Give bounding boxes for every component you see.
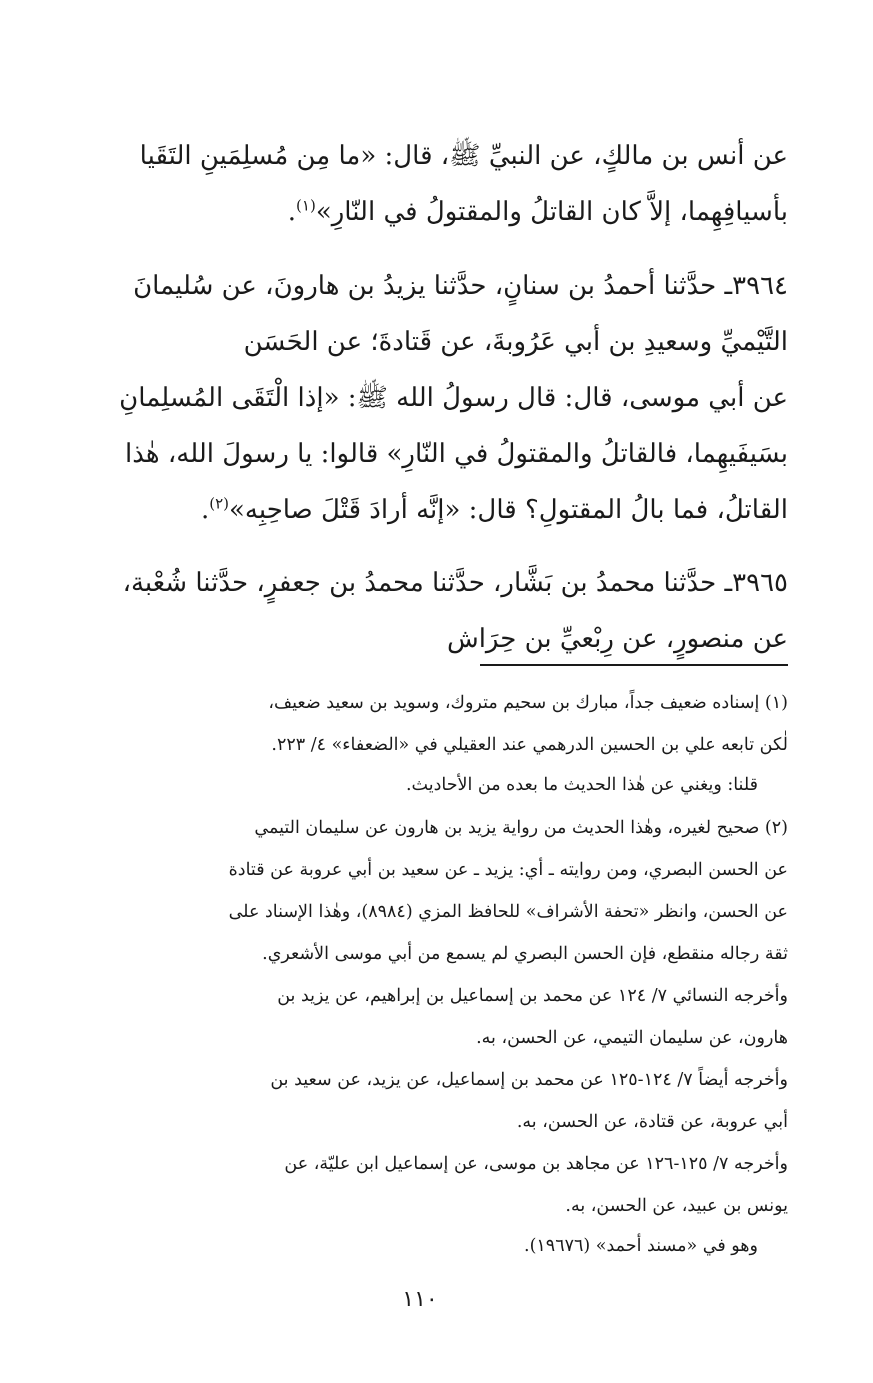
footnote-line: قلنا: ويغني عن هٰذا الحديث ما بعده من الأحاديث. <box>405 775 758 795</box>
hadith-isnad-3964 <box>70 258 788 370</box>
text-line: عن أنس بن مالكٍ، عن النبيِّ ﷺ، قال: «ما مِن مُسلِمَينِ التَقَيا <box>139 141 788 171</box>
footnote-line: عن الحسن، وانظر «تحفة الأشراف» للحافظ المزي (٨٩٨٤)، وهٰذا الإسناد على <box>228 902 788 922</box>
footnote-line: ثقة رجاله منقطع، فإن الحسن البصري لم يسمع من أبي موسى الأشعري. <box>262 944 788 964</box>
footnote-ref: (١) <box>296 196 316 215</box>
footnote-line: وهو في «مسند أحمد» (١٩٦٧٦). <box>524 1236 758 1256</box>
footnote-ref: (٢) <box>209 494 229 513</box>
text-line: عن أبي موسى، قال: قال رسولُ الله ﷺ: «إذا الْتَقَى المُسلِمانِ <box>119 383 788 413</box>
text-span: بأسيافِهِما، إلاَّ كان القاتلُ والمقتولُ في النّارِ» <box>315 197 788 227</box>
text-line: ٣٩٦٥ـ حدَّثنا محمدُ بن بَشَّار، حدَّثنا محمدُ بن جعفرٍ، حدَّثنا شُعْبة، <box>122 568 788 598</box>
footnote-line: وأخرجه أيضاً ٧/ ١٢٤-١٢٥ عن محمد بن إسماعيل، عن يزيد، عن سعيد بن <box>270 1070 788 1090</box>
footnote-line: وأخرجه ٧/ ١٢٥-١٢٦ عن مجاهد بن موسى، عن إسماعيل ابن عليّة، عن <box>284 1154 788 1174</box>
footnote-line: (١) إسناده ضعيف جداً، مبارك بن سحيم متروك، وسويد بن سعيد ضعيف، <box>268 693 788 713</box>
footnote-line: لٰكن تابعه علي بن الحسين الدرهمي عند العقيلي في «الضعفاء» ٤/ ٢٢٣. <box>271 735 788 755</box>
text-span: القاتلُ، فما بالُ المقتولِ؟ قال: «إنَّه أرادَ قَتْلَ صاحِبِه» <box>229 495 788 525</box>
text-line: التَّيْميِّ وسعيدِ بن أبي عَرُوبةَ، عن قَتادةَ؛ عن الحَسَن <box>243 327 788 357</box>
text-line: عن منصورٍ، عن رِبْعيِّ بن حِرَاش <box>446 624 788 654</box>
footnote-line: هارون، عن سليمان التيمي، عن الحسن، به. <box>476 1028 788 1048</box>
footnote-line: يونس بن عبيد، عن الحسن، به. <box>565 1196 788 1216</box>
footnote-line: (٢) صحيح لغيره، وهٰذا الحديث من رواية يزيد بن هارون عن سليمان التيمي <box>254 818 788 838</box>
page-number: ١١٠ <box>402 1287 438 1312</box>
footnote-separator <box>480 664 788 666</box>
hadith-isnad-3965 <box>70 555 788 667</box>
footnote-line: عن الحسن البصري، ومن روايته ـ أي: يزيد ـ عن سعيد بن أبي عروبة عن قتادة <box>228 860 788 880</box>
footnote-line: وأخرجه النسائي ٧/ ١٢٤ عن محمد بن إسماعيل بن إبراهيم، عن يزيد بن <box>277 986 788 1006</box>
text-line: بسَيفَيهِما، فالقاتلُ والمقتولُ في النّارِ» قالوا: يا رسولَ الله، هٰذا <box>125 439 788 469</box>
text-line: ٣٩٦٤ـ حدَّثنا أحمدُ بن سنانٍ، حدَّثنا يزيدُ بن هارونَ، عن سُليمانَ <box>133 271 788 301</box>
footnote-line: أبي عروبة، عن قتادة، عن الحسن، به. <box>516 1112 788 1132</box>
text-line: بأسيافِهِما، إلاَّ كان القاتلُ والمقتولُ في النّارِ»$^{(١)}$. <box>287 196 788 227</box>
hadith-text-3964 <box>70 370 788 538</box>
text-line: القاتلُ، فما بالُ المقتولِ؟ قال: «إنَّه أرادَ قَتْلَ صاحِبِه»$^{(٢)}$. <box>200 494 788 525</box>
hadith-text-1 <box>70 128 788 240</box>
